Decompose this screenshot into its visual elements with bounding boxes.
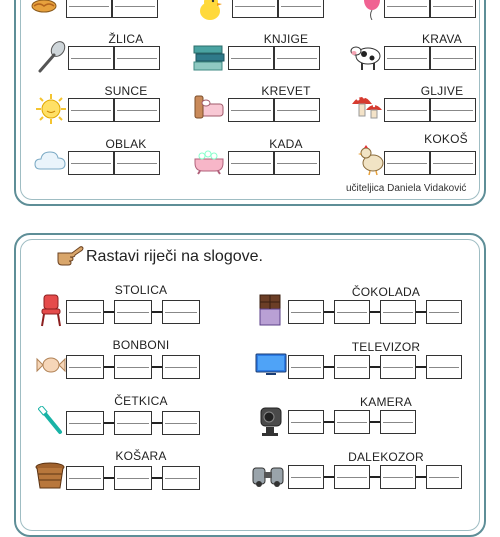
- syllable-box[interactable]: [114, 411, 152, 435]
- word-label: KAMERA: [360, 395, 412, 409]
- books-icon: [192, 44, 226, 72]
- word-label: STOLICA: [114, 283, 168, 297]
- syllable-box[interactable]: [334, 410, 370, 434]
- syllable-box[interactable]: [426, 300, 462, 324]
- syllable-box[interactable]: [162, 466, 200, 490]
- sun-icon: [34, 92, 68, 126]
- exercise-title: Rastavi riječi na slogove.: [86, 248, 263, 265]
- spoon-icon: [34, 40, 68, 74]
- syllable-box[interactable]: [384, 0, 430, 18]
- syllable-box[interactable]: [430, 46, 476, 70]
- syllable-box[interactable]: [114, 151, 160, 175]
- word-label: BONBONI: [112, 338, 170, 352]
- syllable-box[interactable]: [288, 410, 324, 434]
- word-label: ŽLICA: [108, 32, 144, 46]
- syllable-box[interactable]: [114, 46, 160, 70]
- chocolate-icon: [256, 293, 284, 327]
- word-label: DALEKOZOR: [348, 450, 424, 464]
- binoculars-icon: [250, 462, 286, 488]
- syllable-box[interactable]: [162, 355, 200, 379]
- syllable-box[interactable]: [68, 151, 114, 175]
- word-label: KOKOŠ: [424, 132, 468, 146]
- syllable-box[interactable]: [232, 0, 278, 18]
- syllable-box[interactable]: [380, 300, 416, 324]
- syllable-box[interactable]: [384, 98, 430, 122]
- syllable-box[interactable]: [66, 300, 104, 324]
- cloud-icon: [34, 147, 68, 175]
- word-label: KRAVA: [422, 32, 462, 46]
- hen-icon: [358, 144, 386, 176]
- syllable-box[interactable]: [162, 411, 200, 435]
- toothbrush-icon: [38, 406, 66, 436]
- syllable-box[interactable]: [426, 355, 462, 379]
- pointing-hand-icon: [56, 243, 84, 267]
- word-label: OBLAK: [105, 137, 147, 151]
- syllable-box[interactable]: [380, 410, 416, 434]
- syllable-box[interactable]: [430, 151, 476, 175]
- syllable-box[interactable]: [430, 98, 476, 122]
- worksheet-panel-bottom: [14, 233, 486, 537]
- tv-icon: [254, 352, 288, 376]
- word-label: TELEVIZOR: [351, 340, 421, 354]
- syllable-box[interactable]: [112, 0, 158, 18]
- syllable-box[interactable]: [384, 46, 430, 70]
- syllable-box[interactable]: [288, 465, 324, 489]
- syllable-box[interactable]: [66, 411, 104, 435]
- author-credit: učiteljica Daniela Vidaković: [346, 183, 467, 194]
- syllable-box[interactable]: [114, 98, 160, 122]
- bed-icon: [192, 92, 226, 122]
- bathtub-icon: [192, 145, 226, 175]
- chick-icon: [196, 0, 224, 22]
- syllable-box[interactable]: [162, 300, 200, 324]
- syllable-box[interactable]: [380, 465, 416, 489]
- syllable-box[interactable]: [66, 355, 104, 379]
- syllable-box[interactable]: [380, 355, 416, 379]
- word-label: ČETKICA: [114, 394, 168, 408]
- syllable-box[interactable]: [278, 0, 324, 18]
- syllable-box[interactable]: [384, 151, 430, 175]
- syllable-box[interactable]: [114, 466, 152, 490]
- syllable-box[interactable]: [288, 300, 324, 324]
- syllable-box[interactable]: [426, 465, 462, 489]
- balloon-icon: [360, 0, 384, 20]
- word-label: KOŠARA: [115, 449, 167, 463]
- basket-icon: [34, 459, 66, 491]
- word-label: SUNCE: [104, 84, 148, 98]
- cow-icon: [350, 40, 384, 72]
- syllable-box[interactable]: [68, 46, 114, 70]
- syllable-box[interactable]: [274, 98, 320, 122]
- word-label: GLJIVE: [420, 84, 464, 98]
- syllable-box[interactable]: [334, 300, 370, 324]
- syllable-box[interactable]: [114, 355, 152, 379]
- syllable-box[interactable]: [114, 300, 152, 324]
- syllable-box[interactable]: [228, 151, 274, 175]
- syllable-box[interactable]: [68, 98, 114, 122]
- word-label: KNJIGE: [263, 32, 309, 46]
- syllable-box[interactable]: [334, 465, 370, 489]
- syllable-box[interactable]: [288, 355, 324, 379]
- syllable-box[interactable]: [334, 355, 370, 379]
- syllable-box[interactable]: [274, 151, 320, 175]
- syllable-box[interactable]: [228, 46, 274, 70]
- syllable-box[interactable]: [228, 98, 274, 122]
- syllable-box[interactable]: [430, 0, 476, 18]
- camera-icon: [258, 405, 286, 437]
- chair-icon: [38, 293, 66, 327]
- word-label: KADA: [269, 137, 303, 151]
- mushroom-icon: [350, 90, 384, 122]
- pie-icon: [30, 0, 58, 16]
- word-label: ČOKOLADA: [351, 285, 421, 299]
- syllable-box[interactable]: [274, 46, 320, 70]
- syllable-box[interactable]: [66, 0, 112, 18]
- candy-icon: [36, 352, 66, 378]
- syllable-box[interactable]: [66, 466, 104, 490]
- word-label: KREVET: [261, 84, 311, 98]
